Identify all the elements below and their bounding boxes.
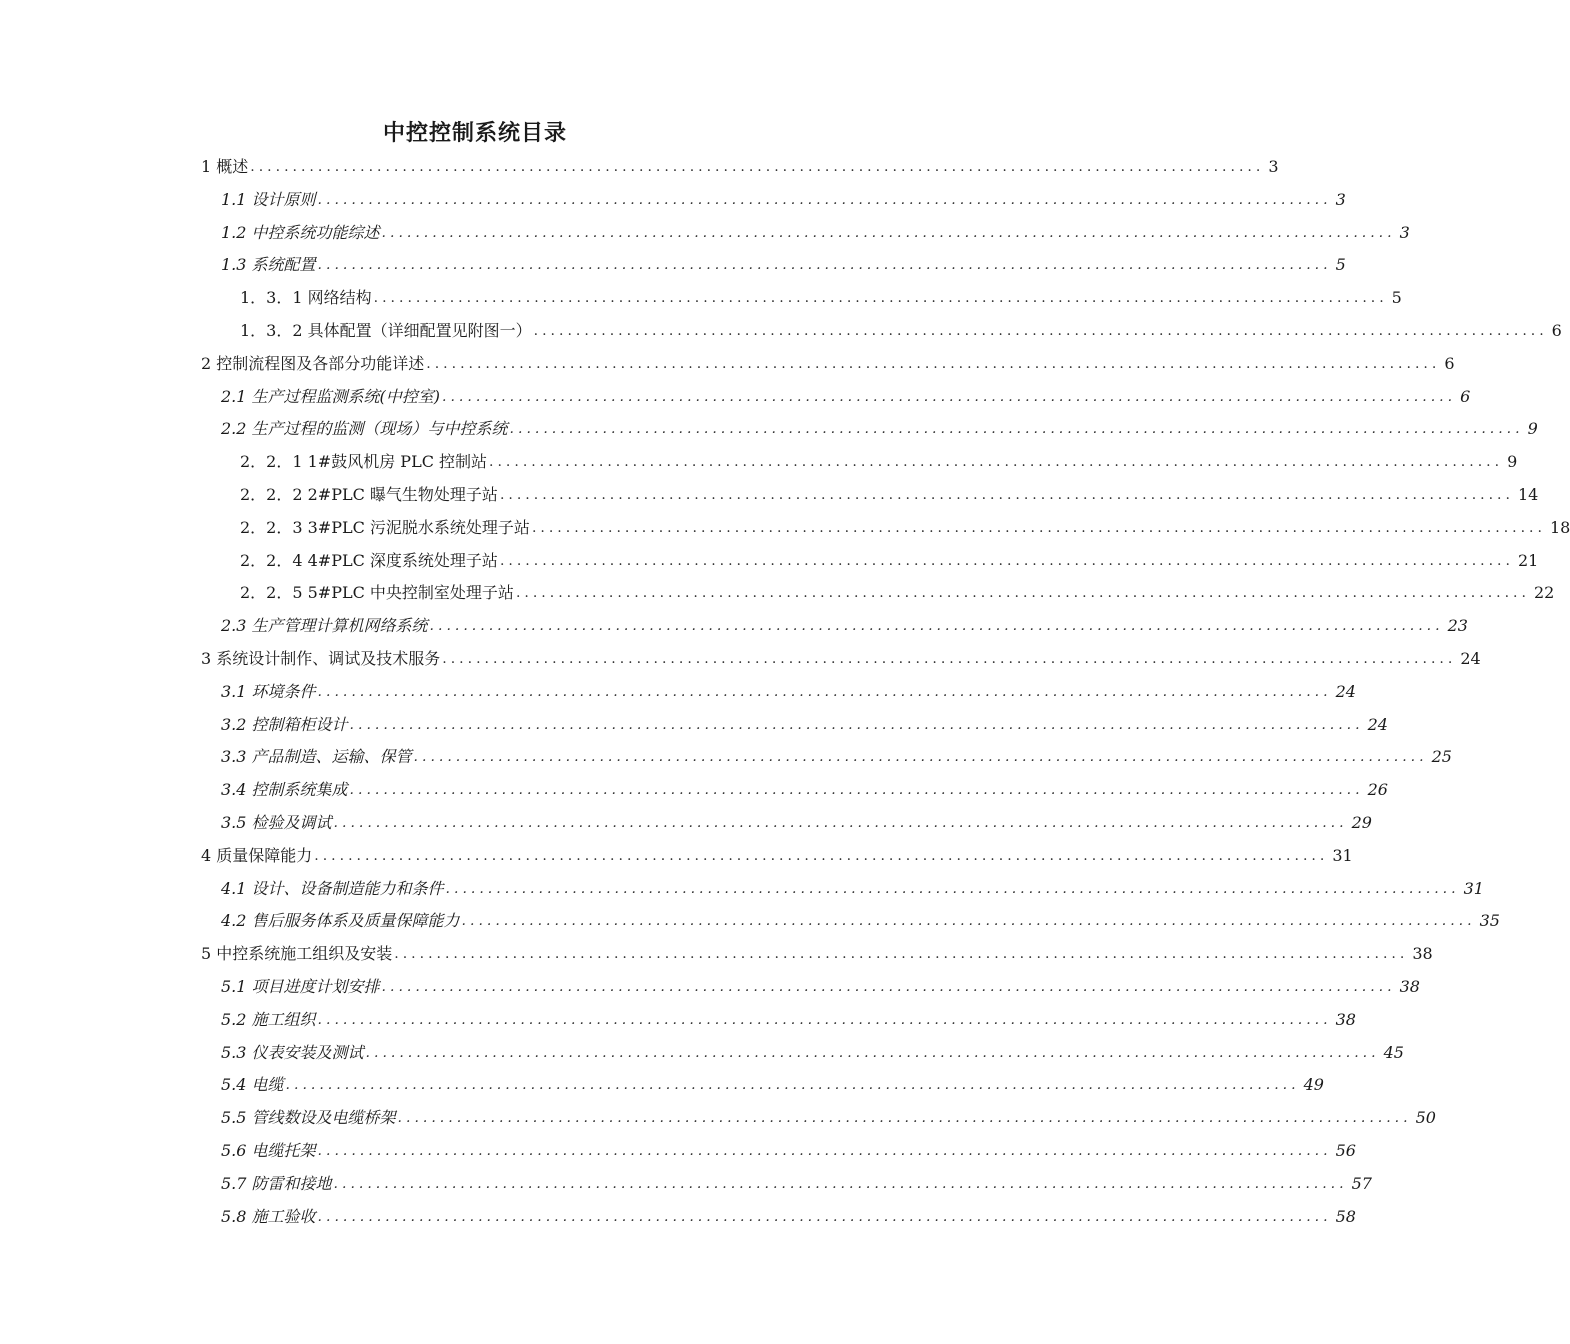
toc-leader-dots: ........................................................................................................................	[509, 421, 1524, 438]
toc-entry[interactable]	[221, 185, 1346, 215]
toc-entry-label: 2.2 生产过程的监测（现场）与中控系统	[221, 419, 508, 439]
toc-entry-label: 5.5 管线数设及电缆桥架	[221, 1108, 396, 1128]
toc-entry[interactable]	[201, 644, 1481, 674]
toc-entry-label: 3.1 环境条件	[221, 681, 316, 701]
toc-page-number: 26	[1367, 780, 1388, 800]
toc-page-number: 49	[1303, 1075, 1324, 1095]
toc-entry[interactable]	[201, 152, 1279, 182]
toc-entry-label: 2.3 生产管理计算机网络系统	[221, 616, 428, 636]
toc-page-number: 6	[1444, 353, 1455, 373]
toc-entry[interactable]	[221, 808, 1372, 838]
toc-leader-dots: ........................................................................................................................	[442, 388, 1457, 405]
toc-entry[interactable]	[240, 283, 1402, 313]
toc-page-number: 5	[1335, 255, 1346, 275]
toc-leader-dots: ........................................................................................................................	[515, 585, 1530, 602]
toc-page-number: 18	[1549, 517, 1570, 537]
toc-entry[interactable]	[201, 349, 1455, 379]
toc-page-number: 6	[1551, 321, 1562, 340]
toc-page-number: 45	[1383, 1042, 1404, 1062]
toc-entry-label: 1 概述	[201, 157, 249, 176]
toc-page-number: 24	[1460, 649, 1481, 668]
toc-leader-dots: ........................................................................................................................	[317, 257, 1332, 274]
toc-page-number: 38	[1335, 1009, 1356, 1029]
toc-page-number: 9	[1527, 419, 1538, 439]
toc-entry[interactable]	[240, 578, 1555, 608]
toc-leader-dots: ........................................................................................................................	[373, 290, 1388, 307]
toc-entry-label: 2 控制流程图及各部分功能详述	[201, 353, 425, 373]
toc-entry[interactable]	[221, 775, 1388, 805]
toc-page-number: 38	[1412, 944, 1433, 964]
toc-entry-label: 2.1 生产过程监测系统(中控室)	[221, 386, 441, 406]
toc-leader-dots: ........................................................................................................................	[250, 159, 1265, 175]
toc-entry-label: 5.3 仪表安装及测试	[221, 1042, 364, 1062]
toc-entry-label: 1.1 设计原则	[221, 189, 316, 209]
toc-leader-dots: ........................................................................................................................	[285, 1077, 1300, 1094]
toc-page-number: 35	[1479, 911, 1500, 931]
toc-page-number: 5	[1391, 288, 1402, 308]
toc-entry[interactable]	[221, 742, 1452, 772]
toc-entry-label: 5.8 施工验收	[221, 1206, 316, 1226]
toc-leader-dots: ........................................................................................................................	[461, 913, 1476, 930]
toc-entry[interactable]	[221, 382, 1471, 412]
toc-entry-label: 2．2．1 1#鼓风机房 PLC 控制站	[240, 452, 488, 472]
toc-leader-dots: ........................................................................................................................	[531, 519, 1546, 536]
toc-entry-label: 1．3．2 具体配置（详细配置见附图一）	[240, 321, 532, 340]
toc-entry[interactable]	[221, 250, 1346, 280]
toc-entry-label: 4 质量保障能力	[201, 845, 313, 865]
toc-leader-dots: ........................................................................................................................	[333, 815, 1348, 831]
toc-entry[interactable]	[221, 414, 1538, 444]
toc-page-number: 31	[1463, 878, 1484, 898]
toc-leader-dots: ........................................................................................................................	[317, 1143, 1332, 1159]
toc-entry[interactable]	[221, 906, 1500, 936]
toc-page-number: 56	[1335, 1141, 1356, 1160]
toc-entry[interactable]	[221, 1103, 1436, 1133]
toc-entry-label: 5 中控系统施工组织及安装	[201, 944, 393, 964]
toc-leader-dots: ........................................................................................................................	[381, 979, 1396, 995]
toc-leader-dots: ........................................................................................................................	[333, 1175, 1348, 1192]
toc-leader-dots: ........................................................................................................................	[533, 323, 1548, 339]
toc-page-number: 3	[1399, 222, 1410, 242]
toc-page-number: 38	[1399, 977, 1420, 996]
toc-entry[interactable]	[240, 316, 1562, 346]
toc-page-number: 31	[1332, 845, 1353, 865]
toc-entry-label: 3.3 产品制造、运输、保管	[221, 747, 412, 767]
toc-entry[interactable]	[221, 1005, 1356, 1035]
toc-page-number: 24	[1367, 714, 1388, 734]
toc-leader-dots: ........................................................................................................................	[426, 355, 1441, 372]
toc-leader-dots: ........................................................................................................................	[394, 946, 1409, 963]
toc-page-number: 23	[1447, 616, 1468, 636]
toc-entry-label: 5.2 施工组织	[221, 1009, 316, 1029]
toc-entry-label: 3.2 控制箱柜设计	[221, 714, 348, 734]
toc-page-number: 58	[1335, 1206, 1356, 1226]
toc-page-number: 29	[1351, 813, 1372, 832]
toc-entry-label: 3 系统设计制作、调试及技术服务	[201, 649, 441, 668]
toc-leader-dots: ........................................................................................................................	[442, 651, 1457, 667]
toc-leader-dots: ........................................................................................................................	[381, 224, 1396, 241]
toc-entry-label: 3.4 控制系统集成	[221, 780, 348, 800]
toc-entry-label: 5.4 电缆	[221, 1075, 284, 1095]
toc-entry-label: 3.5 检验及调试	[221, 813, 332, 832]
toc-leader-dots: ........................................................................................................................	[499, 487, 1514, 503]
toc-entry-label: 2．2．5 5#PLC 中央控制室处理子站	[240, 583, 514, 603]
toc-entry[interactable]	[201, 841, 1353, 871]
toc-leader-dots: ........................................................................................................................	[397, 1110, 1412, 1127]
toc-entry-label: 4.1 设计、设备制造能力和条件	[221, 878, 444, 898]
toc-page-number: 57	[1351, 1173, 1372, 1193]
toc-leader-dots: ........................................................................................................................	[499, 552, 1514, 569]
toc-entry[interactable]	[240, 546, 1539, 576]
toc-page-number: 22	[1533, 583, 1555, 603]
toc-leader-dots: ........................................................................................................................	[349, 716, 1364, 733]
toc-leader-dots: ........................................................................................................................	[429, 618, 1444, 635]
toc-leader-dots: ........................................................................................................................	[317, 683, 1332, 700]
toc-leader-dots: ........................................................................................................................	[317, 1011, 1332, 1028]
toc-leader-dots: ........................................................................................................................	[317, 1208, 1332, 1225]
toc-entry[interactable]	[201, 939, 1433, 969]
toc-title: 中控控制系统目录	[382, 121, 567, 146]
toc-entry-label: 1．3．1 网络结构	[240, 288, 372, 308]
toc-leader-dots: ........................................................................................................................	[445, 880, 1460, 897]
toc-entry[interactable]	[221, 218, 1410, 248]
toc-page-number: 14	[1517, 485, 1539, 504]
toc-entry-label: 2．2．4 4#PLC 深度系统处理子站	[240, 550, 498, 570]
toc-entry-label: 5.7 防雷和接地	[221, 1173, 332, 1193]
toc-entry-label: 2．2．3 3#PLC 污泥脱水系统处理子站	[240, 517, 530, 537]
toc-entry[interactable]	[221, 710, 1388, 740]
toc-leader-dots: ........................................................................................................................	[349, 782, 1364, 799]
toc-entry[interactable]	[221, 1136, 1356, 1166]
toc-entry[interactable]	[240, 480, 1539, 510]
toc-entry[interactable]	[221, 677, 1356, 707]
toc-entry-label: 1.3 系统配置	[221, 255, 316, 275]
toc-entry[interactable]	[221, 611, 1468, 641]
toc-page-number: 3	[1335, 189, 1346, 209]
toc-leader-dots: ........................................................................................................................	[317, 191, 1332, 208]
toc-entry[interactable]	[221, 1202, 1356, 1232]
toc-leader-dots: ........................................................................................................................	[489, 454, 1504, 471]
toc-entry[interactable]	[221, 1169, 1372, 1199]
toc-leader-dots: ........................................................................................................................	[413, 749, 1428, 766]
toc-leader-dots: ........................................................................................................................	[365, 1044, 1380, 1061]
toc-page-number: 6	[1460, 386, 1471, 406]
toc-page-number: 9	[1507, 452, 1518, 472]
toc-entry[interactable]	[221, 1038, 1404, 1068]
toc-entry-label: 5.1 项目进度计划安排	[221, 977, 380, 996]
toc-entry-label: 4.2 售后服务体系及质量保障能力	[221, 911, 460, 931]
toc-entry[interactable]	[221, 972, 1420, 1002]
toc-entry[interactable]	[221, 1070, 1324, 1100]
toc-entry-label: 5.6 电缆托架	[221, 1141, 316, 1160]
toc-entry[interactable]	[240, 513, 1570, 543]
toc-leader-dots: ........................................................................................................................	[314, 847, 1329, 864]
toc-page-number: 21	[1517, 550, 1539, 570]
toc-page-number: 50	[1415, 1108, 1436, 1128]
toc-page-number: 25	[1431, 747, 1452, 767]
toc-page-number: 3	[1268, 157, 1279, 176]
toc-entry[interactable]	[240, 447, 1518, 477]
toc-page-number: 24	[1335, 681, 1356, 701]
toc-entry-label: 2．2．2 2#PLC 曝气生物处理子站	[240, 485, 498, 504]
toc-entry[interactable]	[221, 874, 1484, 904]
toc-entry-label: 1.2 中控系统功能综述	[221, 222, 380, 242]
